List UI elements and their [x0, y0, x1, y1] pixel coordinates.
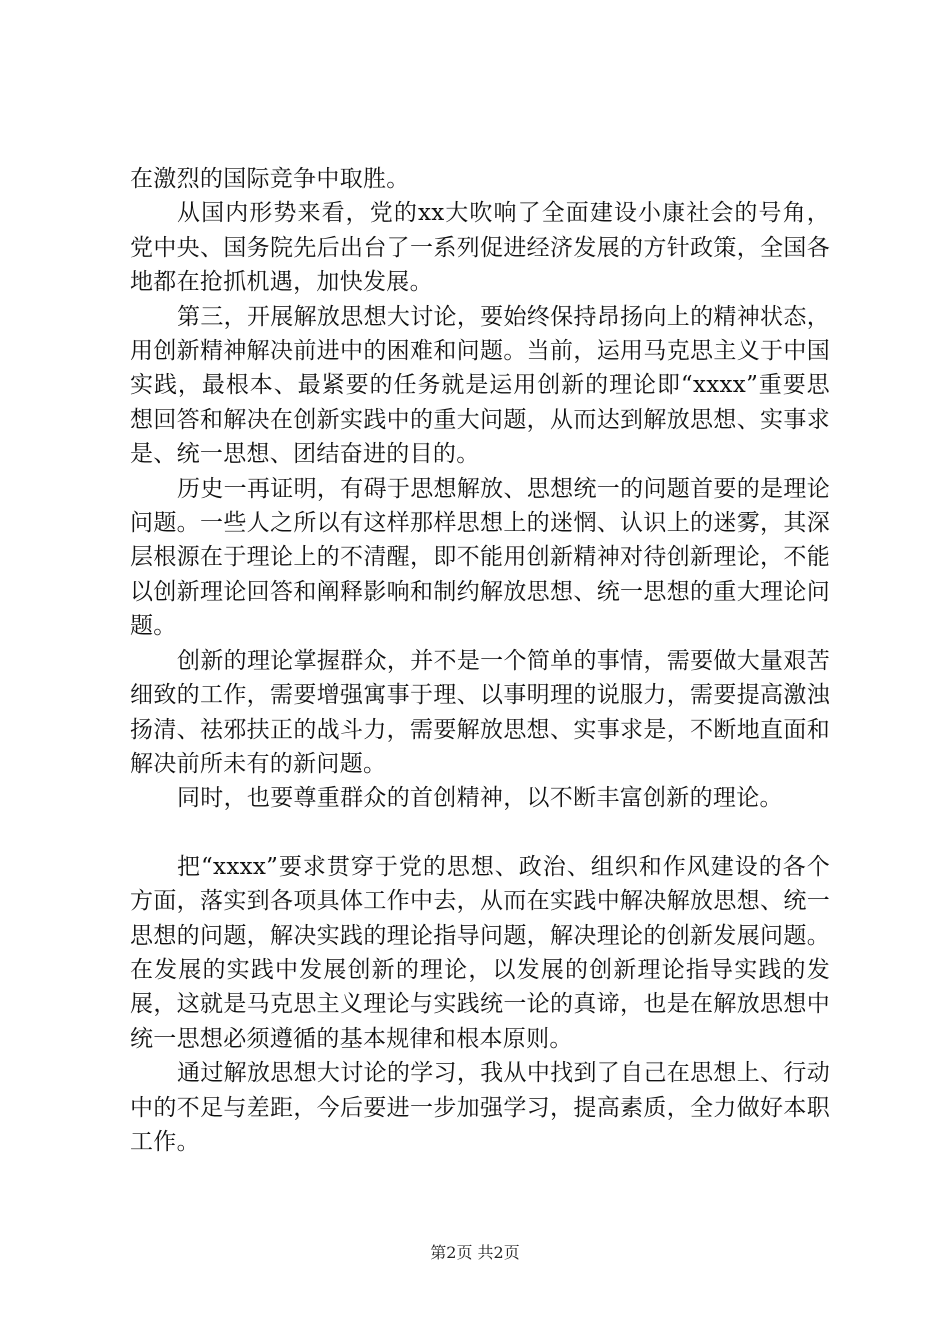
- paragraph-gap: [130, 816, 830, 850]
- paragraph-respect-masses: 同时，也要尊重群众的首创精神，以不断丰富创新的理论。: [177, 785, 783, 812]
- paragraph-continuation: 在激烈的国际竞争中取胜。: [130, 166, 410, 192]
- paragraph-history-proves: 历史一再证明，有碍于思想解放、思想统一的问题首要的是理论问题。一些人之所以有这样那样思想上的迷惘、认识上的迷雾，其深层根源在于理论上的不清醒，即不能用创新精神对待创新理论，不能以创新理论回答和阐释影响和制约解放思想、统一思想的重大理论问题。: [130, 475, 830, 640]
- paragraph-conclusion: 通过解放思想大讨论的学习，我从中找到了自己在思想上、行动中的不足与差距，今后要进一步加强学习，提高素质，全力做好本职工作。: [130, 1060, 830, 1155]
- paragraph-domestic-situation: 从国内形势来看，党的xx大吹响了全面建设小康社会的号角，党中央、国务院先后出台了一系列促进经济发展的方针政策，全国各地都在抢抓机遇，加快发展。: [130, 200, 830, 296]
- paragraph-implementation: 把“xxxx”要求贯穿于党的思想、政治、组织和作风建设的各个方面，落实到各项具体工作中去，从而在实践中解决解放思想、统一思想的问题，解决实践的理论指导问题，解决理论的创新发展问题。在发展的实践中发展创新的理论，以发展的创新理论指导实践的发展，这就是马克思主义理论与实践统一论的真谛，也是在解放思想中统一思想必须遵循的基本规律和根本原则。: [130, 853, 830, 1052]
- page-footer: 第2页 共2页: [430, 1243, 520, 1262]
- paragraph-third-point: 第三，开展解放思想大讨论，要始终保持昂扬向上的精神状态，用创新精神解决前进中的困难和问题。当前，运用马克思主义于中国实践，最根本、最紧要的任务就是运用创新的理论即“xxxx”重要思想回答和解决在创新实践中的重大问题，从而达到解放思想、实事求是、统一思想、团结奋进的目的。: [130, 303, 830, 468]
- paragraph-innovative-theory: 创新的理论掌握群众，并不是一个简单的事情，需要做大量艰苦细致的工作，需要增强寓事于理、以事明理的说服力，需要提高激浊扬清、祛邪扶正的战斗力，需要解放思想、实事求是，不断地直面和解决前所未有的新问题。: [130, 647, 830, 777]
- document-body: [130, 162, 830, 1159]
